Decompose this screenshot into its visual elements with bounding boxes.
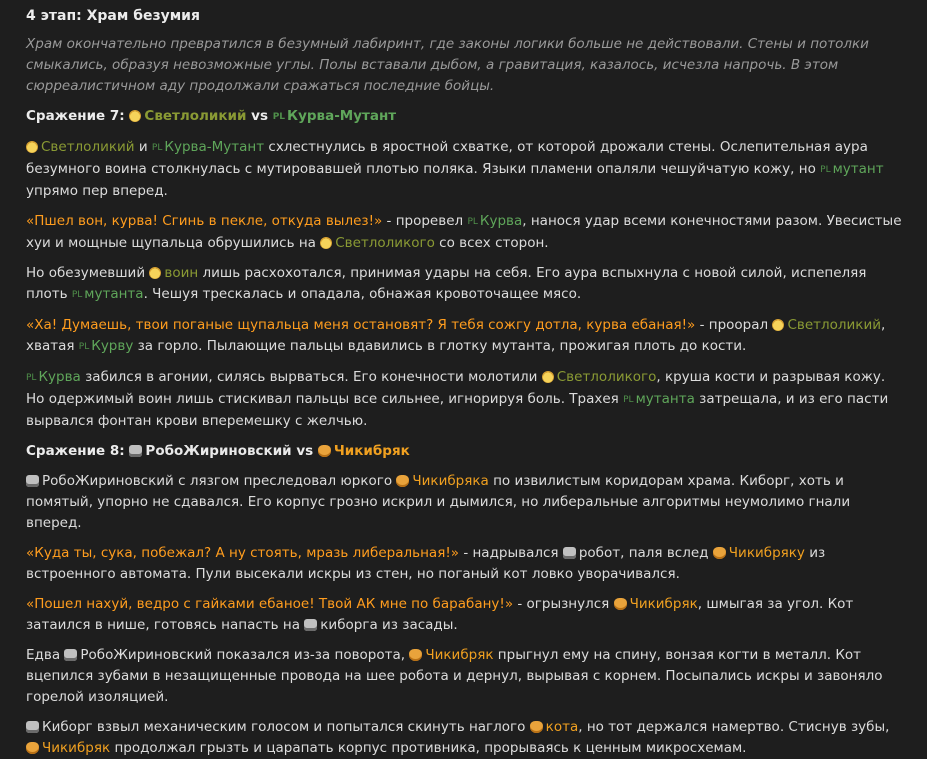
- paragraph: [26, 367, 903, 432]
- text: затрещала, и из его пасти вырвался фонтан крови вперемешку с желчью.: [26, 391, 889, 429]
- text: , хватая: [26, 317, 886, 354]
- fighter-name: Курва-Мутант: [164, 139, 265, 155]
- text: , нанося удар всеми конечностями разом. Увесистые хуи и мощные щупальца обрушились на: [26, 213, 902, 251]
- battle-8-heading: [26, 441, 903, 462]
- quote: «Пшел вон, курва! Сгинь в пекле, откуда вылез!»: [26, 213, 383, 229]
- robot-face-icon: [129, 445, 142, 457]
- quote: «Ха! Думаешь, твои поганые щупальца меня остановят? Я тебя сожгу дотла, курва ебаная!»: [26, 317, 696, 333]
- fighter-name: РобоЖириновский: [42, 473, 174, 489]
- robot-face-icon: [563, 547, 576, 559]
- fighter-name: кота: [545, 719, 579, 735]
- text: с лязгом преследовал юркого: [178, 473, 393, 489]
- stage-title: 4 этап: Храм безумия: [26, 8, 200, 24]
- paragraph: [26, 543, 903, 585]
- text: забился в агонии, силясь вырваться. Его конечности молотили: [85, 369, 538, 385]
- pl-flag-icon: PL: [151, 143, 163, 153]
- fighter-name: Светлоликого: [556, 369, 657, 385]
- sun-face-icon: [772, 319, 784, 331]
- fighter-name: РобоЖириновский: [80, 647, 213, 663]
- text: , круша кости и разрывая кожу. Но одержимый воин лишь стискивал пальцы все сильнее, игнорируя боль. Трахея: [26, 369, 886, 407]
- sun-face-icon: [129, 110, 141, 122]
- fighter-name: мутант: [832, 161, 884, 177]
- text: упрямо пер вперед.: [26, 183, 168, 199]
- quote: «Пошел нахуй, ведро с гайками ебаное! Твой АК мне по барабану!»: [26, 596, 514, 612]
- vs-label: vs: [296, 443, 314, 459]
- pl-flag-icon: PL: [71, 290, 83, 300]
- fighter-name: Чикибряк: [42, 740, 111, 756]
- text: лишь расхохотался, принимая удары на себя. Его аура вспыхнула с новой силой, испепеляя плоть: [26, 265, 867, 302]
- text: прыгнул ему на спину, вонзая когти в металл. Кот вцепился зубами в незащищенные провода на шее робота и дернул, вырывая с корнем. Посыпались искры и завоняло горелой изоляцией.: [26, 647, 883, 705]
- text: , паля вслед: [620, 545, 709, 561]
- pl-flag-icon: PL: [78, 342, 90, 352]
- fighter-name: Чикибряк: [333, 443, 410, 459]
- stage-intro: Храм окончательно превратился в безумный лабиринт, где законы логики больше не действовали. Стены и потолки смыкались, образуя невозможные углы. Полы вставали дыбом, а гравитация, казалось, исчезла напрочь. В этом сюрреалистичном аду продолжали сражаться последние бойцы.: [26, 36, 869, 94]
- sun-face-icon: [320, 237, 332, 249]
- sun-face-icon: [26, 141, 38, 153]
- pl-flag-icon: PL: [26, 373, 37, 383]
- battle-label: Сражение 7:: [26, 108, 125, 124]
- pl-flag-icon: PL: [623, 395, 634, 405]
- text: . Чешуя трескалась и опадала, обнажая кровоточащее мясо.: [143, 286, 582, 302]
- robot-face-icon: [64, 649, 77, 661]
- fighter-name: Чикибряку: [728, 545, 805, 561]
- fighter-name: Светлоликий: [41, 139, 135, 155]
- cat-face-icon: [530, 721, 543, 733]
- pl-flag-icon: PL: [272, 112, 286, 122]
- cat-face-icon: [318, 445, 331, 457]
- paragraph: [26, 263, 903, 306]
- battle-label: Сражение 8:: [26, 443, 125, 459]
- cat-face-icon: [614, 598, 627, 610]
- fighter-name: Чикибряка: [412, 473, 489, 489]
- fighter-name: воин: [164, 265, 199, 281]
- paragraph: [26, 211, 903, 254]
- fighter-name: РобоЖириновский: [145, 443, 292, 459]
- text: - огрызнулся: [517, 596, 610, 612]
- text: со всех сторон.: [439, 235, 549, 251]
- pl-flag-icon: PL: [467, 217, 478, 227]
- fighter-name: Курва-Мутант: [287, 108, 397, 124]
- fighter-name: робот: [578, 545, 621, 561]
- text: по извилистым коридорам храма. Киборг, хоть и помятый, упорно не сдавался. Его корпус грозно искрил и дымился, но либеральные алгоритмы неумолимо гнали вперед.: [26, 473, 851, 531]
- paragraph: [26, 594, 903, 636]
- text: показался из-за поворота,: [216, 647, 406, 663]
- battle-7-heading: [26, 106, 903, 128]
- fighter-name: мутанта: [84, 286, 144, 302]
- text: , но тот держался намертво. Стиснув зубы,: [578, 719, 890, 735]
- paragraph: [26, 471, 903, 534]
- paragraph: [26, 137, 903, 202]
- paragraph: [26, 717, 903, 759]
- cat-face-icon: [409, 649, 422, 661]
- fighter-name: мутанта: [635, 391, 695, 407]
- text: продолжал грызть и царапать корпус противника, прорываясь к ценным микросхемам.: [114, 740, 747, 756]
- text: , шмыгая за угол. Кот затаился в нише, готовясь напасть на: [26, 596, 854, 633]
- sun-face-icon: [149, 267, 161, 279]
- text: из встроенного автомата. Пули высекали искры из стен, но поганый кот ловко уворачивался.: [26, 545, 826, 582]
- fighter-name: Курва: [38, 369, 81, 385]
- quote: «Куда ты, сука, побежал? А ну стоять, мразь либеральная!»: [26, 545, 460, 561]
- text: Но обезумевший: [26, 265, 146, 281]
- text: Киборг взвыл механическим голосом и попытался скинуть наглого: [42, 719, 526, 735]
- paragraph: [26, 315, 903, 358]
- robot-face-icon: [26, 475, 39, 487]
- text: Едва: [26, 647, 61, 663]
- fighter-name: Светлоликий: [787, 317, 881, 333]
- cat-face-icon: [396, 475, 409, 487]
- cat-face-icon: [713, 547, 726, 559]
- text: и: [138, 139, 148, 155]
- fighter-name: Светлоликого: [335, 235, 435, 251]
- cat-face-icon: [26, 742, 39, 754]
- text: - проорал: [699, 317, 769, 333]
- pl-flag-icon: PL: [820, 165, 831, 175]
- text: - проревел: [386, 213, 464, 229]
- text: - надрывался: [463, 545, 559, 561]
- sun-face-icon: [542, 371, 554, 383]
- fighter-name: Курву: [91, 338, 134, 354]
- fighter-name: Курва: [479, 213, 523, 229]
- text: из засады.: [382, 617, 458, 633]
- text: за горло. Пылающие пальцы вдавились в глотку мутанта, прожигая плоть до кости.: [137, 338, 747, 354]
- text: схлестнулись в яростной схватке, от которой дрожали стены. Ослепительная аура безумного воина столкнулась с мутировавшей плотью поляка. Языки пламени опаляли чешуйчатую кожу, но: [26, 139, 868, 177]
- robot-face-icon: [304, 619, 317, 631]
- fighter-name: Чикибряк: [629, 596, 698, 612]
- fighter-name: киборга: [320, 617, 378, 633]
- fighter-name: Чикибряк: [425, 647, 494, 663]
- fighter-name: Светлоликий: [144, 108, 247, 124]
- paragraph: [26, 645, 903, 708]
- robot-face-icon: [26, 721, 39, 733]
- vs-label: vs: [251, 108, 268, 124]
